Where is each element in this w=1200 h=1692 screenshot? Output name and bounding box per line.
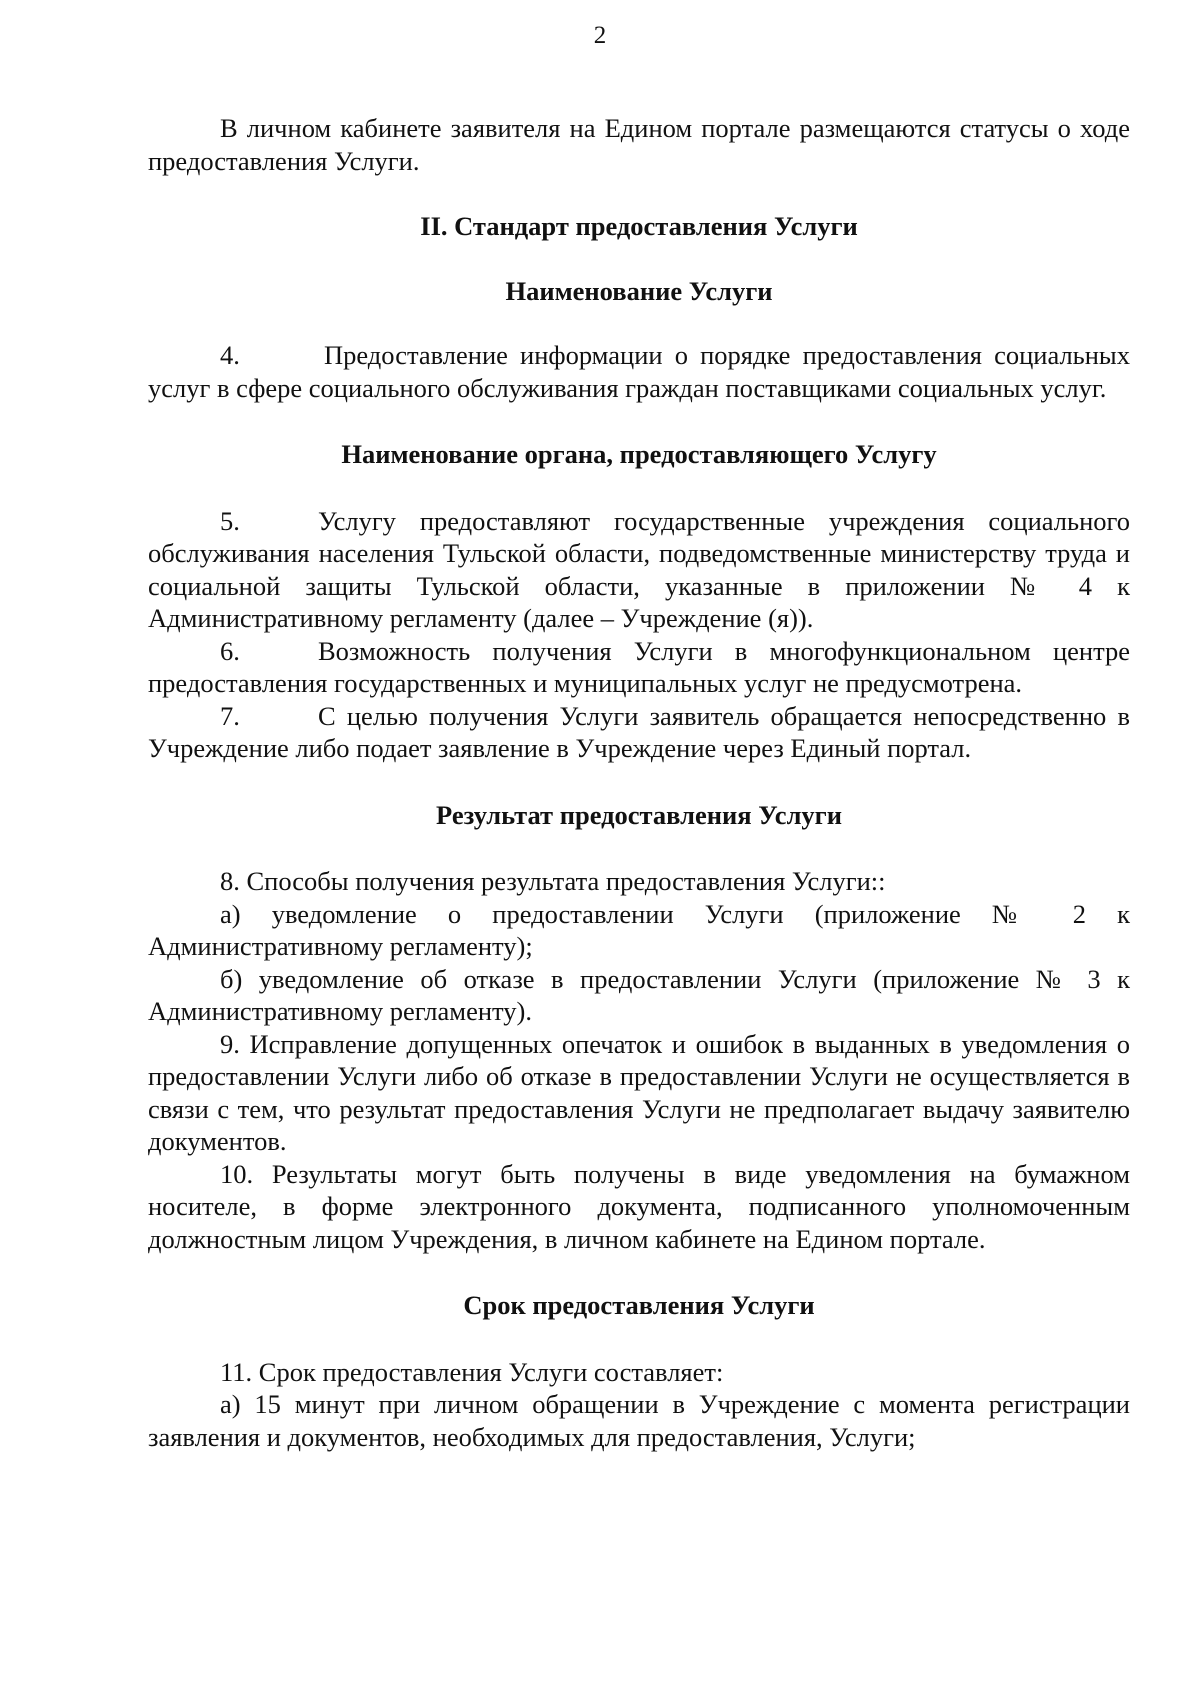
paragraph-6 [148,635,1130,700]
subsection-title-term: Срок предоставления Услуги [463,1290,815,1320]
document-body [148,112,1130,1453]
paragraph-6-number: 6. [220,635,240,666]
paragraph-4-number: 4. [220,340,240,370]
paragraph-4-text: Предоставление информации о порядке предоставления социальных услуг в сфере социального обслуживания граждан поставщиками социальных услуг. [148,340,1130,403]
paragraph-7 [148,700,1130,765]
page-number: 2 [593,22,607,49]
paragraph-11: 11. Срок предоставления Услуги составляет: [220,1356,724,1387]
subsection-title-authority: Наименование органа, предоставляющего Услугу [341,439,937,469]
paragraph-7-number: 7. [220,700,240,731]
intro-paragraph: В личном кабинете заявителя на Едином портале размещаются статусы о ходе предоставления Услуги. [148,113,1130,176]
subsection-title-result: Результат предоставления Услуги [436,799,842,830]
paragraph-8a: а) уведомление о предоставлении Услуги (приложение № 2 к Административному регламенту); [148,898,1130,961]
paragraph-6-text: Возможность получения Услуги в многофункциональном центре предоставления государственных и муниципальных услуг не предусмотрена. [148,635,1130,698]
paragraph-8: 8. Способы получения результата предоставления Услуги:: [220,866,886,896]
paragraph-10: 10. Результаты могут быть получены в виде уведомления на бумажном носителе, в форме электронного документа, подписанного уполномоченным должностным лицом Учреждения, в личном кабинете на Едином портале. [148,1158,1130,1254]
subsection-title-service-name: Наименование Услуги [505,275,773,306]
paragraph-5-text: Услугу предоставляют государственные учреждения социального обслуживания населения Тульской области, подведомственные министерству труда и социальной защиты Тульской области, указанные в приложении № 4 к Административному регламенту (далее – Учреждение (я)). [148,505,1130,633]
paragraph-4 [148,339,1130,404]
section-title: II. Стандарт предоставления Услуги [420,211,858,241]
paragraph-11a: а) 15 минут при личном обращении в Учреждение с момента регистрации заявления и документов, необходимых для предоставления, Услуги; [148,1389,1130,1452]
paragraph-8b: б) уведомление об отказе в предоставлении Услуги (приложение № 3 к Административному регламенту). [148,963,1130,1026]
paragraph-7-text: С целью получения Услуги заявитель обращается непосредственно в Учреждение либо подает заявление в Учреждение через Единый портал. [148,700,1130,763]
paragraph-5 [148,505,1130,635]
paragraph-9: 9. Исправление допущенных опечаток и ошибок в выданных в уведомления о предоставлении Услуги либо об отказе в предоставлении Услуги не осуществляется в связи с тем, что результат предоставления Услуги не предполагает выдачу заявителю документов. [148,1028,1130,1156]
paragraph-5-number: 5. [220,505,240,536]
